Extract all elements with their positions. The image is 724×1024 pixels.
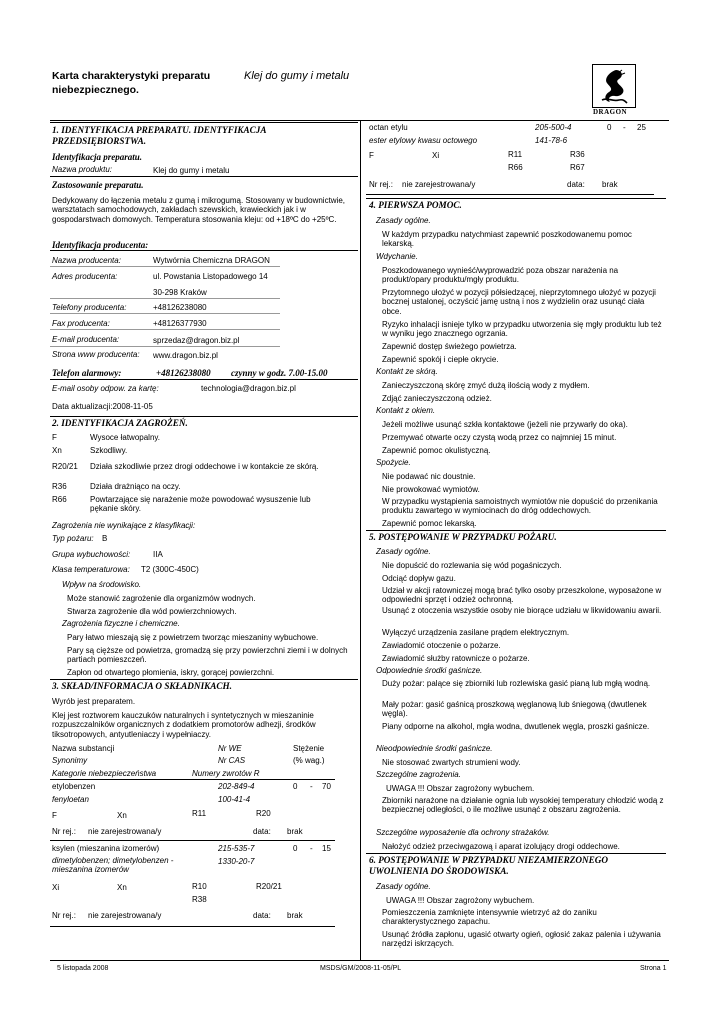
reg-no-value: nie zarejestrowana/y — [88, 911, 162, 920]
producer-address-label: Adres producenta: — [52, 272, 118, 281]
conc-from: 0 — [293, 782, 298, 791]
preparation-note: Wyrób jest preparatem. — [52, 697, 136, 706]
hazard-code: R66 — [52, 495, 67, 504]
section-3-title: 3. SKŁAD/INFORMACJA O SKŁADNIKACH. — [52, 681, 232, 691]
producer-email-value[interactable]: sprzedaz@dragon.biz.pl — [153, 336, 240, 345]
substance-r-phrase: R11 — [192, 809, 207, 818]
first-aid-item: Zapewnić spokój i ciepłe okrycie. — [382, 355, 499, 364]
release-item: Pomieszczenia zamknięte intensywnie wietrzyć aż do zaniku charakterystycznego zapachu. — [382, 908, 597, 927]
skin-heading: Kontakt ze skórą. — [376, 367, 438, 376]
explosion-group-label: Grupa wybuchowości: — [52, 550, 131, 559]
first-aid-item: Zdjąć zanieczyszczoną odzież. — [382, 394, 492, 403]
substance-category: Xi — [52, 883, 60, 892]
release-item: Usunąć źródła zapłonu, ugasić otwarty ogień, ogłosić zakaz palenia i używania narzędzi iskrzących. — [382, 930, 661, 949]
alarm-hours: czynny w godz. 7.00-15.00 — [231, 368, 328, 378]
producer-phone-value: +48126238080 — [153, 303, 207, 312]
substance-r-phrase: R38 — [192, 895, 207, 904]
use-heading: Zastosowanie preparatu. — [52, 180, 144, 190]
section-6-title: 6. POSTĘPOWANIE W PRZYPADKU NIEZAMIERZONEGO — [369, 855, 608, 865]
doc-title: Karta charakterystyki preparatu — [52, 70, 211, 82]
col-categories: Kategorie niebezpieczeństwa — [52, 769, 157, 778]
rule — [50, 379, 358, 380]
reg-date-value: brak — [287, 827, 303, 836]
unsuitable-media-heading: Nieodpowiednie środki gaśnicze. — [376, 744, 493, 753]
fire-type-label: Typ pożaru: — [52, 534, 94, 543]
fire-item: Duży pożar: palące się zbiorniki lub rozlewiska gasić pianą lub mgłą wodną. — [382, 679, 651, 688]
update-date: Data aktualizacji:2008-11-05 — [52, 402, 153, 411]
conc-from: 0 — [607, 123, 612, 132]
reg-no-label: Nr rej.: — [369, 180, 393, 189]
rule — [50, 926, 335, 927]
dragon-logo — [592, 64, 636, 116]
fire-item: Piany odporne na alkohol, mgła wodna, dwutlenek węgla, proszki gaśnicze. — [382, 722, 650, 731]
hazard-text: Szkodliwy. — [90, 446, 128, 455]
substance-cas: 1330-20-7 — [218, 857, 255, 866]
release-general: Zasady ogólne. — [376, 882, 431, 891]
alarm-label: Telefon alarmowy: — [52, 368, 122, 378]
first-aid-item: Nie prowokować wymiotów. — [382, 485, 480, 494]
contact-email-label: E-mail osoby odpow. za kartę: — [52, 384, 159, 393]
phys-item: Pary łatwo mieszają się z powietrzem tworząc mieszaniny wybuchowe. — [67, 633, 319, 642]
reg-no-value: nie zarejestrowana/y — [88, 827, 162, 836]
rule — [50, 250, 358, 251]
product-name-label: Nazwa produktu: — [52, 165, 113, 174]
producer-email-label: E-mail producenta: — [52, 335, 120, 344]
reg-no-value: nie zarejestrowana/y — [402, 180, 476, 189]
rule — [50, 298, 280, 299]
hazard-text: Powtarzające się narażenie może powodować wysuszenie lub pękanie skóry. — [90, 495, 311, 514]
column-divider — [360, 120, 361, 960]
fire-item: Mały pożar: gasić gaśnicą proszkową węglanową lub śniegową (dwutlenek węgla). — [382, 700, 647, 719]
first-aid-item: Zapewnić dostęp świeżego powietrza. — [382, 342, 517, 351]
rule — [50, 266, 280, 267]
section-4-title: 4. PIERWSZA POMOC. — [369, 200, 462, 210]
fire-general: Zasady ogólne. — [376, 547, 431, 556]
fire-item: Nie stosować zwartych strumieni wody. — [382, 758, 521, 767]
rule — [50, 313, 280, 314]
first-aid-item: Ryzyko inhalacji isnieje tylko w przypadku utworzenia się mgły produktu lub też w wyniku jego znacznego ogrzania. — [382, 320, 662, 339]
eye-heading: Kontakt z okiem. — [376, 406, 436, 415]
substance-category: Xn — [117, 883, 127, 892]
fire-item: Zawiadomić służby ratownicze o pożarze. — [382, 654, 530, 663]
first-aid-item: Zanieczyszczoną skórę zmyć dużą ilością wody z mydłem. — [382, 381, 590, 390]
non-class-hazards: Zagrożenia nie wynikające z klasyfikacji: — [52, 521, 196, 530]
producer-fax-label: Fax producenta: — [52, 319, 110, 328]
phys-item: Pary są cięższe od powietrza, gromadzą się przy powierzchni ziemi i w dolnych partiach pomieszczeń. — [67, 646, 348, 665]
doc-title-line2: niebezpiecznego. — [52, 84, 139, 96]
substance-ec: 205-500-4 — [535, 123, 572, 132]
release-warning: UWAGA !!! Obszar zagrożony wybuchem. — [386, 896, 535, 905]
s6-rule — [366, 853, 666, 854]
rule — [50, 176, 358, 177]
footer-rule — [50, 960, 669, 961]
first-aid-item: Przytomnego ułożyć w pozycji półsiedzącej, nieprzytomnego ułożyć w pozycji bocznej ustalonej, oczyścić jamę ustną i nos z wydzielin oraz usunąć ciała obce. — [382, 288, 656, 316]
conc-to: 70 — [322, 782, 331, 791]
first-aid-item: Zapewnić pomoc okulistyczną. — [382, 446, 491, 455]
conc-dash: - — [310, 782, 313, 791]
footer-page-number: Strona 1 — [640, 965, 667, 972]
fire-item: Nałożyć odzież przeciwgazową i aparat izolujący drogi oddechowe. — [382, 842, 620, 851]
first-aid-item: W każdym przypadku natychmiast zapewnić poszkodowanemu pomoc lekarską. — [382, 230, 632, 249]
substance-cas: 100-41-4 — [218, 795, 251, 804]
reg-no-label: Nr rej.: — [52, 911, 76, 920]
substance-category: F — [369, 151, 374, 160]
producer-www-label: Strona www producenta: — [52, 350, 140, 359]
explosion-group-value: IIA — [153, 550, 163, 559]
inhalation-heading: Wdychanie. — [376, 252, 418, 261]
substance-category: Xn — [117, 811, 127, 820]
phys-item: Zapłon od otwartego płomienia, iskry, gorącej powierzchni. — [67, 668, 275, 677]
dragon-logo-icon — [592, 64, 636, 108]
first-aid-general: Zasady ogólne. — [376, 216, 431, 225]
conc-dash: - — [310, 844, 313, 853]
substance-r-phrase: R20/21 — [256, 882, 282, 891]
substance-name: etylobenzen — [52, 782, 96, 791]
fire-item: Udział w akcji ratowniczej mogą brać tylko osoby przeszkolone, wyposażone w odpowiedni sprzęt i odzież ochronną. — [382, 586, 662, 605]
substance-r-phrase: R20 — [256, 809, 271, 818]
product-name-value: Klej do gumy i metalu — [153, 166, 230, 175]
first-aid-item: Nie podawać nic doustnie. — [382, 472, 476, 481]
section-6-title-line2: UWOLNIENIA DO ŚRODOWISKA. — [369, 866, 509, 876]
s2-rule — [50, 416, 358, 417]
section-1-title-line2: PRZEDSIĘBIORSTWA. — [52, 136, 147, 146]
env-heading: Wpływ na środowisko. — [62, 580, 142, 589]
special-hazards-heading: Szczególne zagrożenia. — [376, 770, 461, 779]
col-r-phrases: Numery zwrotów R — [192, 769, 260, 778]
substance-r-phrase: R67 — [570, 163, 585, 172]
hazard-code: R20/21 — [52, 462, 78, 471]
col-synonyms: Synonimy — [52, 756, 88, 765]
hazard-text: Wysoce łatwopalny. — [90, 433, 161, 442]
substance-name: octan etylu — [369, 123, 408, 132]
footer-doc-code: MSDS/GM/2008-11-05/PL — [320, 965, 402, 972]
producer-heading: Identyfikacja producenta: — [52, 240, 149, 250]
producer-name-value: Wytwórnia Chemiczna DRAGON — [153, 256, 270, 265]
conc-from: 0 — [293, 844, 298, 853]
rule — [50, 840, 335, 841]
hazard-code: R36 — [52, 482, 67, 491]
reg-date-value: brak — [602, 180, 618, 189]
col-cas-number: Nr CAS — [218, 756, 246, 765]
conc-dash: - — [623, 123, 626, 132]
first-aid-item: Poszkodowanego wynieść/wyprowadzić poza obszar narażenia na produkt/opary produktu/mgły produktu. — [382, 266, 619, 285]
hazard-text: Działa szkodliwie przez drogi oddechowe i w kontakcie ze skórą. — [90, 462, 319, 471]
substance-ec: 215-535-7 — [218, 844, 255, 853]
producer-name-label: Nazwa producenta: — [52, 256, 121, 265]
reg-date-label: data: — [253, 911, 271, 920]
reg-date-value: brak — [287, 911, 303, 920]
substance-ec: 202-849-4 — [218, 782, 255, 791]
fire-item: Odciąć dopływ gazu. — [382, 574, 456, 583]
rule — [50, 329, 280, 330]
col-wt-percent: (% wag.) — [293, 756, 325, 765]
rule — [366, 194, 654, 195]
alarm-number: +48126238080 — [156, 368, 211, 378]
phys-heading: Zagrożenia fizyczne i chemiczne. — [62, 619, 180, 628]
substance-cas: 141-78-6 — [535, 136, 568, 145]
firefighter-equipment-heading: Szczególne wyposażenie dla ochrony strażaków. — [376, 828, 550, 837]
s3-rule — [50, 679, 358, 680]
substance-synonym: dimetylobenzen; dimetylobenzen - mieszanina izomerów — [52, 856, 174, 875]
rule — [50, 779, 335, 780]
producer-address-value: ul. Powstania Listopadowego 14 — [153, 272, 268, 281]
producer-www-value[interactable]: www.dragon.biz.pl — [153, 351, 218, 360]
substance-name: ksylen (mieszanina izomerów) — [52, 844, 160, 853]
fire-item: Wyłączyć urządzenia zasilane prądem elektrycznym. — [382, 628, 570, 637]
ingestion-heading: Spożycie. — [376, 458, 411, 467]
substance-r-phrase: R66 — [508, 163, 523, 172]
section-2-title: 2. IDENTYFIKACJA ZAGROŻEŃ. — [52, 418, 188, 428]
s4-rule — [366, 198, 666, 199]
reg-date-label: data: — [567, 180, 585, 189]
producer-fax-value: +48126377930 — [153, 319, 207, 328]
hazard-code: Xn — [52, 446, 62, 455]
section-1-title: 1. IDENTYFIKACJA PREPARATU. IDENTYFIKACJA — [52, 125, 267, 135]
reg-no-label: Nr rej.: — [52, 827, 76, 836]
producer-phone-label: Telefony producenta: — [52, 303, 127, 312]
hazard-text: Działa drażniąco na oczy. — [90, 482, 181, 491]
fire-item: Zbiorniki narażone na działanie ognia lub wysokiej temperatury chłodzić wodą z bezpiecznej odległości, o ile możliwe usunąć z obszaru zagrożenia. — [382, 796, 664, 815]
contact-email-value[interactable]: technologia@dragon.biz.pl — [201, 384, 296, 393]
first-aid-item: Zapewnić pomoc lekarską. — [382, 519, 477, 528]
product-name-header: Klej do gumy i metalu — [244, 70, 350, 82]
env-item: Stwarza zagrożenie dla wód powierzchniowych. — [67, 607, 237, 616]
fire-item: Usunąć z otoczenia wszystkie osoby nie biorące udziału w likwidowaniu awarii. — [382, 606, 662, 615]
col-substance-name: Nazwa substancji — [52, 744, 115, 753]
hazard-code: F — [52, 433, 57, 442]
logo-text: DRAGON — [593, 108, 628, 116]
reg-date-label: data: — [253, 827, 271, 836]
producer-city-value: 30-298 Kraków — [153, 288, 207, 297]
env-item: Może stanowić zagrożenie dla organizmów wodnych. — [67, 594, 256, 603]
fire-warning: UWAGA !!! Obszar zagrożony wybuchem. — [386, 784, 535, 793]
substance-r-phrase: R11 — [508, 150, 523, 159]
ident-prep-heading: Identyfikacja preparatu. — [52, 152, 142, 162]
conc-to: 25 — [637, 123, 646, 132]
substance-category: Xi — [432, 151, 440, 160]
substance-synonym: fenyloetan — [52, 795, 89, 804]
first-aid-item: Jeżeli możliwe usunąć szkła kontaktowe (jeżeli nie przywarły do oka). — [382, 420, 628, 429]
rule — [50, 346, 280, 347]
fire-item: Nie dopuścić do rozlewania się wód pogaśniczych. — [382, 561, 562, 570]
substance-synonym: ester etylowy kwasu octowego — [369, 136, 478, 145]
s5-rule — [366, 530, 666, 531]
section-5-title: 5. POSTĘPOWANIE W PRZYPADKU POŻARU. — [369, 532, 557, 542]
footer-date: 5 listopada 2008 — [57, 965, 109, 972]
suitable-media-heading: Odpowiednie środki gaśnicze. — [376, 666, 483, 675]
substance-r-phrase: R36 — [570, 150, 585, 159]
first-aid-item: W przypadku wystąpienia samoistnych wymiotów nie dopuścić do przenikania produktu zawartego w wymiocinach do dróg oddechowych. — [382, 497, 658, 516]
substance-r-phrase: R10 — [192, 882, 207, 891]
substance-category: F — [52, 811, 57, 820]
conc-to: 15 — [322, 844, 331, 853]
use-text: Dedykowany do łączenia metalu z gumą i mikrogumą. Stosowany w budownictwie, warsztatach samochodowych, zakładach szewskich, krawieckich jak i w gospodarstwach domowych. Temperatura stosowania kleju: od +18ºC do +25ºC. — [52, 196, 346, 224]
composition-text: Klej jest roztworem kauczuków naturalnych i syntetycznych w mieszaninie rozpuszczalników organicznych z dodatkiem promotorów adhezji, środków tiksotropowych, antyutleniaczy i wypełniaczy. — [52, 711, 316, 739]
col-concentration: Stężenie — [293, 744, 325, 753]
fire-type-value: B — [102, 534, 108, 543]
s1-rule — [50, 122, 358, 123]
first-aid-item: Przemywać otwarte oczy czystą wodą przez co najmniej 15 minut. — [382, 433, 617, 442]
col-ec-number: Nr WE — [218, 744, 242, 753]
temp-class-value: T2 (300C-450C) — [141, 565, 199, 574]
temp-class-label: Klasa temperaturowa: — [52, 565, 130, 574]
fire-item: Zawiadomić otoczenie o pożarze. — [382, 641, 501, 650]
